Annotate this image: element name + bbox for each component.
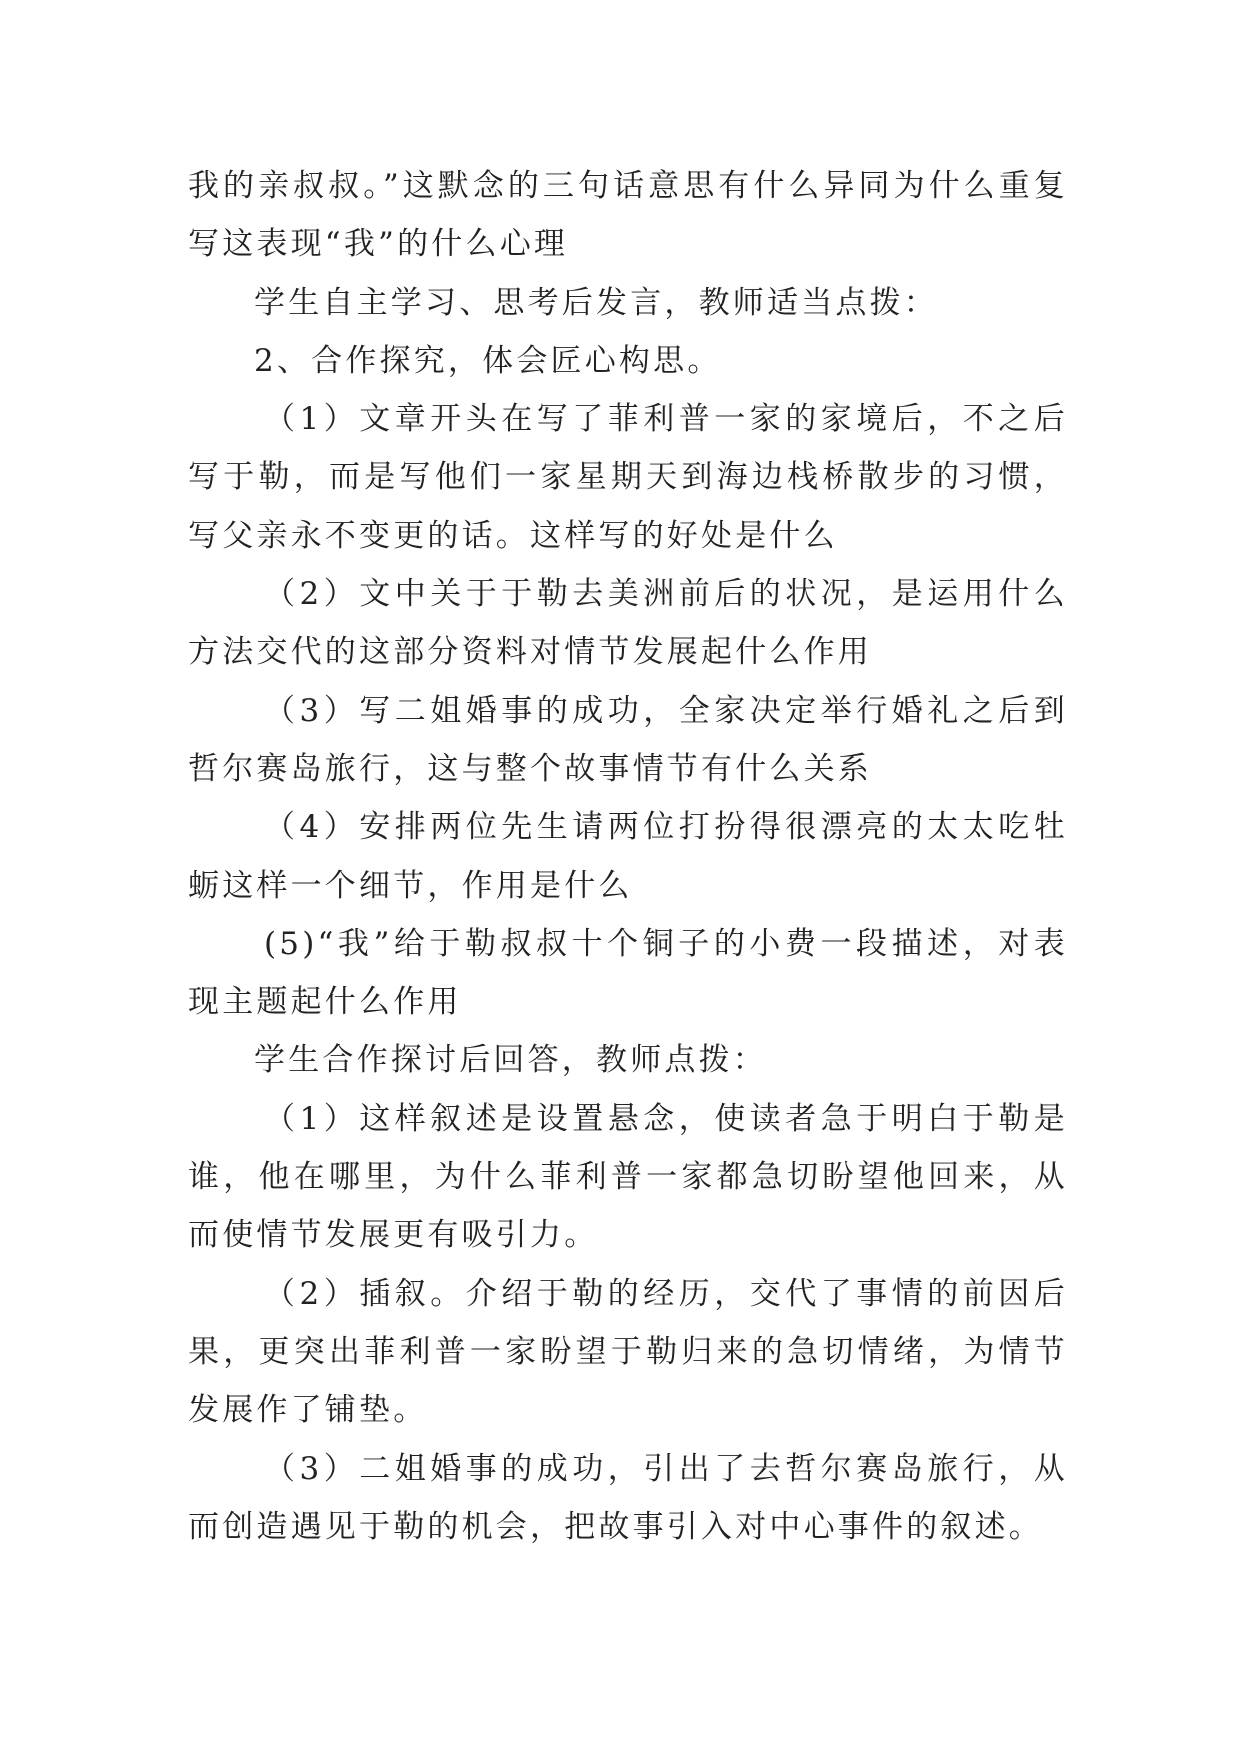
paragraph-section-heading: 2、合作探究，体会匠心构思。: [254, 342, 722, 379]
paragraph-question-4: （4）安排两位先生请两位打扮得很漂亮的太太吃牡蛎这样一个细节，作用是什么: [188, 809, 1068, 904]
paragraph-discussion: 学生合作探讨后回答，教师点拨：: [254, 1042, 767, 1079]
paragraph-answer-3: （3）二姐婚事的成功，引出了去哲尔赛岛旅行，从而创造遇见于勒的机会，把故事引入对中心事件的叙述。: [188, 1450, 1068, 1545]
document-body: [188, 157, 1068, 1556]
paragraph-question-5: (5)“我”给于勒叔叔十个铜子的小费一段描述，对表现主题起什么作用: [188, 925, 1068, 1021]
paragraph-answer-2: （2）插叙。介绍于勒的经历，交代了事情的前因后果，更突出菲利普一家盼望于勒归来的急切情绪，为情节发展作了铺垫。: [188, 1275, 1068, 1429]
paragraph-question-2: （2）文中关于于勒去美洲前后的状况，是运用什么方法交代的这部分资料对情节发展起什么作用: [188, 576, 1068, 671]
paragraph-self-study: 学生自主学习、思考后发言，教师适当点拨：: [254, 284, 938, 321]
paragraph-question-3: （3）写二姐婚事的成功，全家决定举行婚礼之后到哲尔赛岛旅行，这与整个故事情节有什么关系: [188, 692, 1068, 787]
paragraph-answer-1: （1）这样叙述是设置悬念，使读者急于明白于勒是谁，他在哪里，为什么菲利普一家都急切盼望他回来，从而使情节发展更有吸引力。: [188, 1100, 1068, 1254]
paragraph-continued-question: 我的亲叔叔。”这默念的三句话意思有什么异同为什么重复写这表现“我”的什么心理: [188, 168, 1068, 263]
paragraph-question-1: （1）文章开头在写了菲利普一家的家境后，不之后写于勒，而是写他们一家星期天到海边栈桥散步的习惯，写父亲永不变更的话。这样写的好处是什么: [188, 401, 1068, 554]
